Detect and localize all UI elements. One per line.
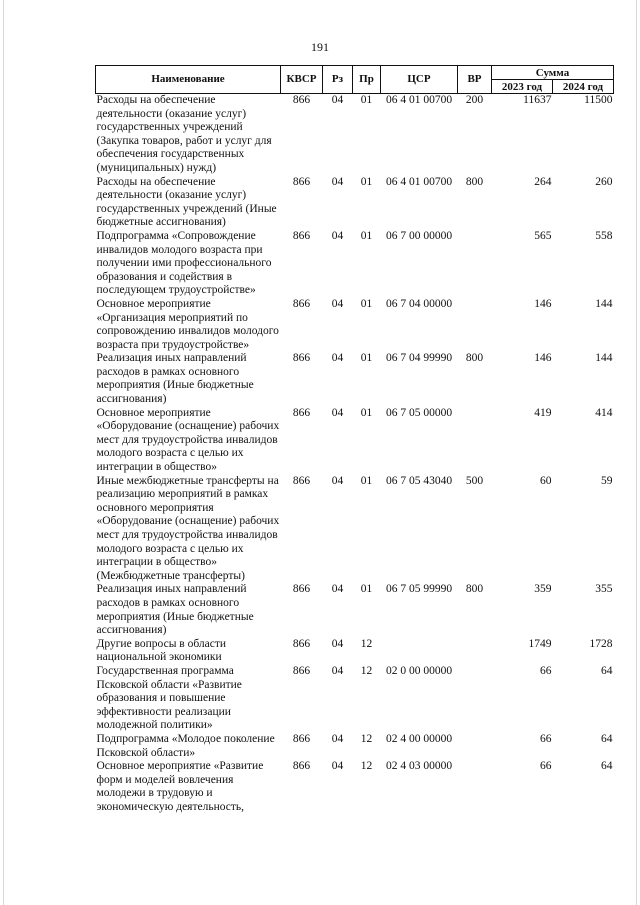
cell-name: Реализация иных направлений расходов в рамках основного мероприятия (Иные бюджетные ассигнования) [96,583,254,637]
cell-vr [458,733,492,760]
cell-kvsr: 866 [292,732,311,745]
cell-sum-2024: 1728 [589,637,613,650]
cell-vr [458,407,492,475]
cell-pr: 01 [360,229,373,242]
cell-name: Подпрограмма «Сопровождение инвалидов молодого возраста при получении ими профессионального образования и содействия в последующем трудоустройстве» [96,229,272,297]
cell-name: Основное мероприятие «Организация мероприятий по сопровождению инвалидов молодого возраста при трудоустройстве» [96,297,279,351]
cell-csr: 06 7 04 00000 [385,297,453,310]
cell-vr: 800 [465,583,484,596]
cell-name: Подпрограмма «Молодое поколение Псковской области» [96,732,275,759]
table-row [96,733,614,760]
table-row [96,638,614,665]
page-number: 191 [311,40,329,54]
cell-csr [381,638,458,665]
cell-name: Основное мероприятие «Развитие форм и моделей вовлечения молодежи в трудовую и экономическую деятельность, [96,760,264,813]
cell-vr: 500 [465,474,484,487]
cell-pr: 12 [360,637,373,650]
cell-name: Расходы на обеспечение деятельности (оказание услуг) государственных учреждений (Иные бюджетные ассигнования) [96,175,277,229]
table-row [96,665,614,733]
cell-sum-2024: 59 [601,474,613,487]
table-row [96,352,614,406]
cell-sum-2023: 264 [534,175,552,188]
cell-kvsr: 866 [292,637,311,650]
cell-rz: 04 [331,732,344,745]
cell-sum-2024: 64 [601,732,613,745]
cell-sum-2023: 146 [534,352,552,365]
cell-vr [458,230,492,298]
cell-csr: 06 7 00 00000 [385,229,453,242]
cell-csr: 06 7 05 43040 [385,474,453,487]
cell-pr: 01 [360,175,373,188]
cell-pr: 01 [360,474,373,487]
scan-edge-left [3,0,4,905]
cell-csr: 06 7 05 99990 [385,583,453,596]
cell-pr: 12 [360,664,373,677]
cell-name: Основное мероприятие «Оборудование (оснащение) рабочих мест для трудоустройства инвалидов молодого возраста с целью их интеграции в общество» [96,406,280,474]
header-kvsr: КВСР [281,66,323,94]
cell-kvsr: 866 [292,297,311,310]
cell-rz: 04 [331,760,344,773]
cell-vr [458,638,492,665]
cell-name: Иные межбюджетные трансферты на реализацию мероприятий в рамках основного мероприятия «Оборудование (оснащение) рабочих мест для трудоустройства инвалидов молодого возраста с целью их интеграции в общество» (Межбюджетные трансферты) [96,474,280,582]
cell-sum-2024: 144 [595,297,613,310]
header-name: Наименование [96,66,281,94]
cell-csr: 02 4 00 00000 [385,732,453,745]
cell-kvsr: 866 [292,94,311,106]
cell-csr: 02 0 00 00000 [385,664,453,677]
cell-sum-2023: 66 [540,664,552,677]
table-body [96,94,614,815]
cell-kvsr: 866 [292,664,311,677]
header-csr: ЦСР [381,66,458,94]
table-row [96,230,614,298]
header-year-2024: 2024 год [553,80,614,94]
cell-pr: 01 [360,352,373,365]
cell-sum-2024: 558 [595,229,613,242]
cell-rz: 04 [331,94,344,106]
table-row [96,94,614,176]
cell-sum-2024: 355 [595,583,613,596]
cell-sum-2023: 60 [540,474,552,487]
scan-edge-right [636,0,637,905]
cell-csr: 06 4 01 00700 [385,175,453,188]
cell-sum-2024: 414 [595,406,613,419]
cell-name: Расходы на обеспечение деятельности (оказание услуг) государственных учреждений (Закупка товаров, работ и услуг для обеспечения государственных (муниципальных) нужд) [96,94,272,174]
cell-pr: 01 [360,94,373,106]
cell-sum-2023: 66 [540,732,552,745]
cell-csr: 02 4 03 00000 [385,760,453,773]
table-row [96,583,614,637]
cell-sum-2023: 66 [540,760,552,773]
cell-kvsr: 866 [292,583,311,596]
cell-kvsr: 866 [292,760,311,773]
cell-sum-2024: 64 [601,664,613,677]
cell-sum-2023: 1749 [528,637,552,650]
cell-vr [458,760,492,814]
cell-sum-2023: 11637 [523,94,552,106]
header-pr: Пр [353,66,381,94]
cell-sum-2023: 419 [534,406,552,419]
cell-name: Реализация иных направлений расходов в рамках основного мероприятия (Иные бюджетные ассигнования) [96,352,254,406]
table-row [96,760,614,814]
header-sum: Сумма [492,66,614,80]
cell-kvsr: 866 [292,229,311,242]
cell-name: Государственная программа Псковской области «Развитие образования и повышение эффективности реализации молодежной политики» [96,664,242,732]
cell-csr: 06 4 01 00700 [385,94,453,106]
cell-sum-2023: 359 [534,583,552,596]
cell-vr: 200 [465,94,484,106]
cell-rz: 04 [331,175,344,188]
cell-sum-2023: 565 [534,229,552,242]
cell-sum-2024: 11500 [584,94,613,106]
cell-sum-2023: 146 [534,297,552,310]
cell-sum-2024: 260 [595,175,613,188]
cell-kvsr: 866 [292,474,311,487]
cell-rz: 04 [331,474,344,487]
cell-rz: 04 [331,297,344,310]
table-row [96,298,614,352]
cell-sum-2024: 144 [595,352,613,365]
header-year-2023: 2023 год [492,80,553,94]
cell-rz: 04 [331,406,344,419]
cell-rz: 04 [331,583,344,596]
cell-rz: 04 [331,352,344,365]
cell-vr: 800 [465,175,484,188]
cell-vr: 800 [465,352,484,365]
cell-csr: 06 7 05 00000 [385,406,453,419]
cell-pr: 12 [360,732,373,745]
header-rz: Рз [323,66,353,94]
table-row [96,475,614,584]
cell-rz: 04 [331,664,344,677]
cell-vr [458,298,492,352]
cell-kvsr: 866 [292,175,311,188]
cell-csr: 06 7 04 99990 [385,352,453,365]
cell-vr [458,665,492,733]
table-row [96,176,614,230]
cell-sum-2024: 64 [601,760,613,773]
header-vr: ВР [458,66,492,94]
table-row [96,407,614,475]
budget-table [95,65,614,814]
cell-pr: 01 [360,406,373,419]
cell-name: Другие вопросы в области национальной экономики [96,637,227,664]
cell-kvsr: 866 [292,352,311,365]
cell-pr: 12 [360,760,373,773]
cell-rz: 04 [331,637,344,650]
cell-rz: 04 [331,229,344,242]
cell-pr: 01 [360,583,373,596]
cell-kvsr: 866 [292,406,311,419]
cell-pr: 01 [360,297,373,310]
table-header [96,66,614,94]
